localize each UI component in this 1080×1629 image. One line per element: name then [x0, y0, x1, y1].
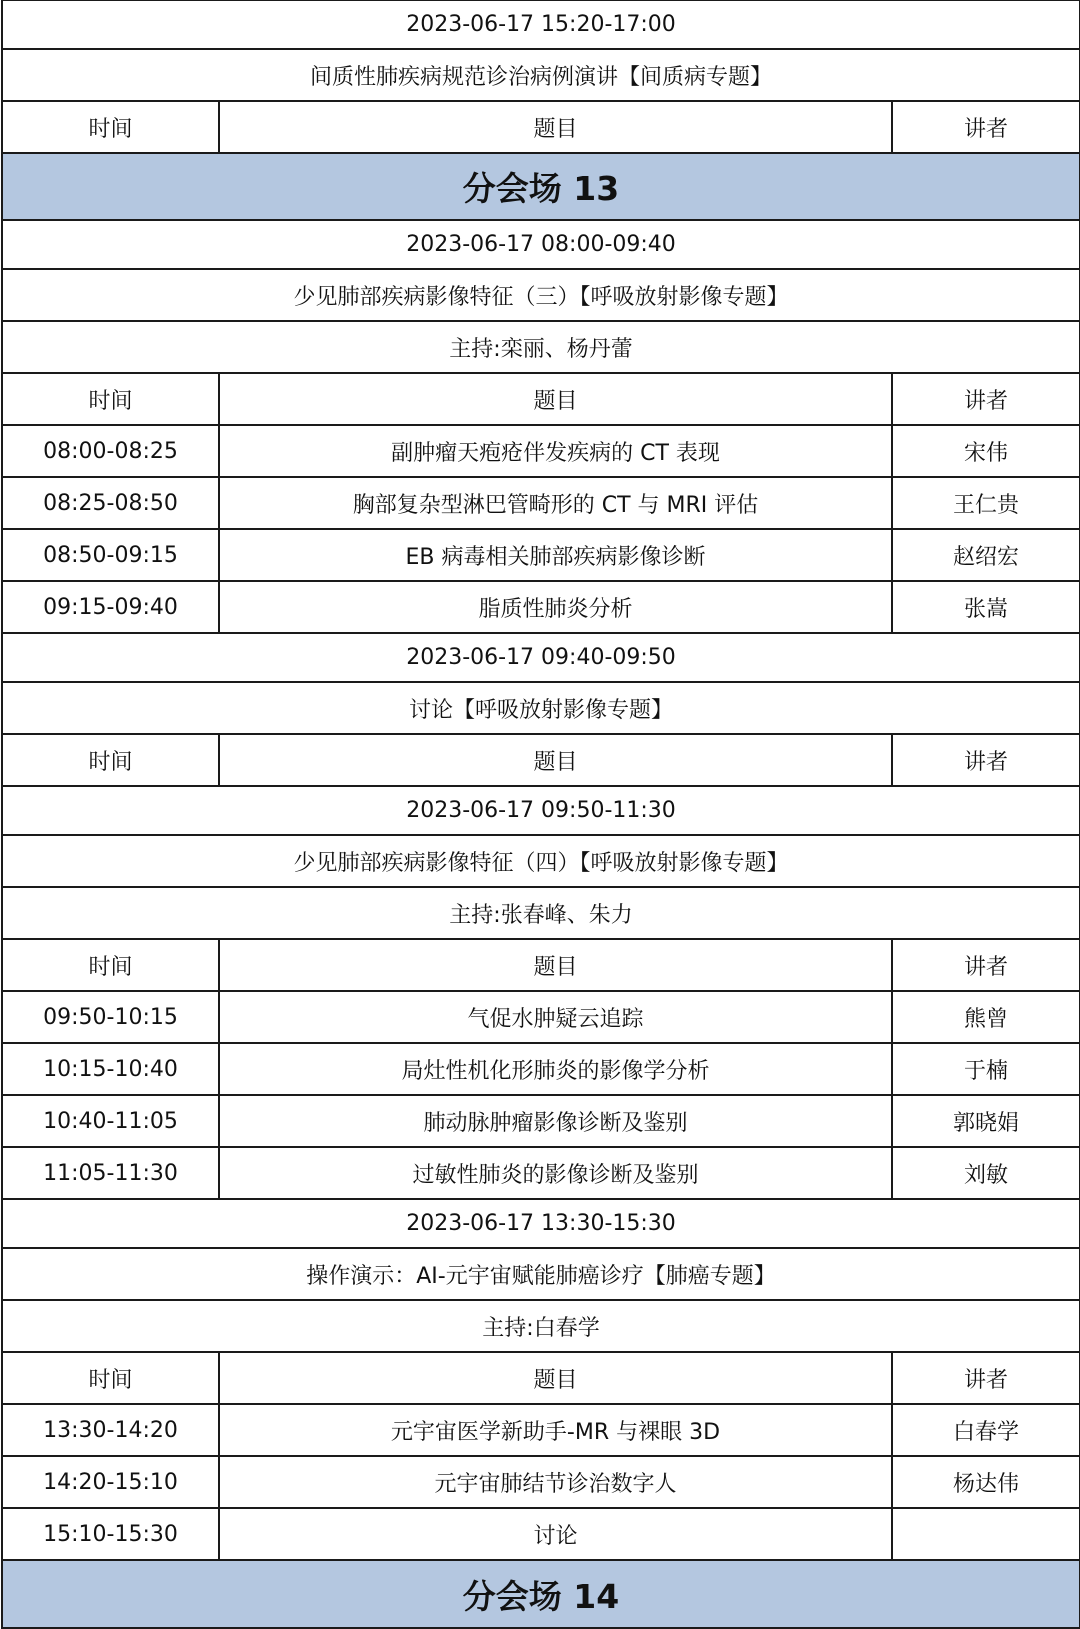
info-row — [2, 0, 1080, 49]
info-row — [2, 321, 1080, 373]
talk-speaker: 赵绍宏 — [892, 529, 1080, 581]
column-header-row — [2, 939, 1080, 991]
moderator-cell: 主持:白春学 — [2, 1300, 1080, 1352]
info-row — [2, 887, 1080, 939]
talk-title: 过敏性肺炎的影像诊断及鉴别 — [219, 1147, 892, 1199]
talk-title: 局灶性机化形肺炎的影像学分析 — [219, 1043, 892, 1095]
session-title: 分会场 14 — [2, 1560, 1080, 1628]
talk-row — [2, 1404, 1080, 1456]
topic-cell: 少见肺部疾病影像特征（四）【呼吸放射影像专题】 — [2, 835, 1080, 887]
date-time-cell: 2023-06-17 13:30-15:30 — [2, 1199, 1080, 1248]
date-time-cell: 2023-06-17 09:40-09:50 — [2, 633, 1080, 682]
info-row — [2, 1248, 1080, 1300]
talk-title: 讨论 — [219, 1508, 892, 1560]
header-time: 时间 — [2, 373, 219, 425]
talk-time: 09:50-10:15 — [2, 991, 219, 1043]
talk-time: 10:15-10:40 — [2, 1043, 219, 1095]
info-row — [2, 269, 1080, 321]
talk-title: 副肿瘤天疱疮伴发疾病的 CT 表现 — [219, 425, 892, 477]
info-row — [2, 49, 1080, 101]
talk-title: 肺动脉肿瘤影像诊断及鉴别 — [219, 1095, 892, 1147]
talk-speaker: 王仁贵 — [892, 477, 1080, 529]
talk-title: 元宇宙肺结节诊治数字人 — [219, 1456, 892, 1508]
talk-row — [2, 581, 1080, 633]
talk-time: 08:25-08:50 — [2, 477, 219, 529]
talk-time: 09:15-09:40 — [2, 581, 219, 633]
session-banner-row — [2, 1560, 1080, 1628]
talk-speaker — [892, 1508, 1080, 1560]
header-title: 题目 — [219, 734, 892, 786]
talk-time: 14:20-15:10 — [2, 1456, 219, 1508]
talk-speaker: 郭晓娟 — [892, 1095, 1080, 1147]
talk-row — [2, 1456, 1080, 1508]
talk-title: 元宇宙医学新助手-MR 与裸眼 3D — [219, 1404, 892, 1456]
session-title: 分会场 13 — [2, 153, 1080, 220]
info-row — [2, 1300, 1080, 1352]
talk-row — [2, 1043, 1080, 1095]
info-row — [2, 1199, 1080, 1248]
talk-speaker: 熊曾 — [892, 991, 1080, 1043]
column-header-row — [2, 734, 1080, 786]
header-title: 题目 — [219, 101, 892, 153]
header-time: 时间 — [2, 939, 219, 991]
schedule-table — [1, 0, 1080, 1629]
column-header-row — [2, 373, 1080, 425]
talk-title: 气促水肿疑云追踪 — [219, 991, 892, 1043]
talk-row — [2, 425, 1080, 477]
talk-row — [2, 1508, 1080, 1560]
info-row — [2, 633, 1080, 682]
header-title: 题目 — [219, 373, 892, 425]
talk-time: 13:30-14:20 — [2, 1404, 219, 1456]
talk-speaker: 于楠 — [892, 1043, 1080, 1095]
info-row — [2, 835, 1080, 887]
date-time-cell: 2023-06-17 08:00-09:40 — [2, 220, 1080, 269]
talk-time: 10:40-11:05 — [2, 1095, 219, 1147]
header-speaker: 讲者 — [892, 1352, 1080, 1404]
header-speaker: 讲者 — [892, 939, 1080, 991]
info-row — [2, 682, 1080, 734]
header-time: 时间 — [2, 734, 219, 786]
session-banner-row — [2, 153, 1080, 220]
topic-cell: 少见肺部疾病影像特征（三）【呼吸放射影像专题】 — [2, 269, 1080, 321]
date-time-cell: 2023-06-17 15:20-17:00 — [2, 0, 1080, 49]
talk-title: 胸部复杂型淋巴管畸形的 CT 与 MRI 评估 — [219, 477, 892, 529]
info-row — [2, 220, 1080, 269]
moderator-cell: 主持:栾丽、杨丹蕾 — [2, 321, 1080, 373]
talk-speaker: 宋伟 — [892, 425, 1080, 477]
talk-speaker: 张嵩 — [892, 581, 1080, 633]
date-time-cell: 2023-06-17 09:50-11:30 — [2, 786, 1080, 835]
topic-cell: 间质性肺疾病规范诊治病例演讲【间质病专题】 — [2, 49, 1080, 101]
talk-time: 08:00-08:25 — [2, 425, 219, 477]
talk-row — [2, 477, 1080, 529]
header-speaker: 讲者 — [892, 101, 1080, 153]
moderator-cell: 主持:张春峰、朱力 — [2, 887, 1080, 939]
header-speaker: 讲者 — [892, 373, 1080, 425]
talk-time: 11:05-11:30 — [2, 1147, 219, 1199]
talk-title: EB 病毒相关肺部疾病影像诊断 — [219, 529, 892, 581]
header-title: 题目 — [219, 939, 892, 991]
topic-cell: 讨论【呼吸放射影像专题】 — [2, 682, 1080, 734]
talk-row — [2, 1147, 1080, 1199]
talk-speaker: 白春学 — [892, 1404, 1080, 1456]
info-row — [2, 786, 1080, 835]
header-speaker: 讲者 — [892, 734, 1080, 786]
column-header-row — [2, 101, 1080, 153]
talk-speaker: 刘敏 — [892, 1147, 1080, 1199]
column-header-row — [2, 1352, 1080, 1404]
talk-row — [2, 991, 1080, 1043]
header-time: 时间 — [2, 1352, 219, 1404]
talk-time: 08:50-09:15 — [2, 529, 219, 581]
talk-row — [2, 529, 1080, 581]
talk-title: 脂质性肺炎分析 — [219, 581, 892, 633]
header-title: 题目 — [219, 1352, 892, 1404]
topic-cell: 操作演示：AI-元宇宙赋能肺癌诊疗【肺癌专题】 — [2, 1248, 1080, 1300]
talk-row — [2, 1095, 1080, 1147]
header-time: 时间 — [2, 101, 219, 153]
talk-speaker: 杨达伟 — [892, 1456, 1080, 1508]
talk-time: 15:10-15:30 — [2, 1508, 219, 1560]
